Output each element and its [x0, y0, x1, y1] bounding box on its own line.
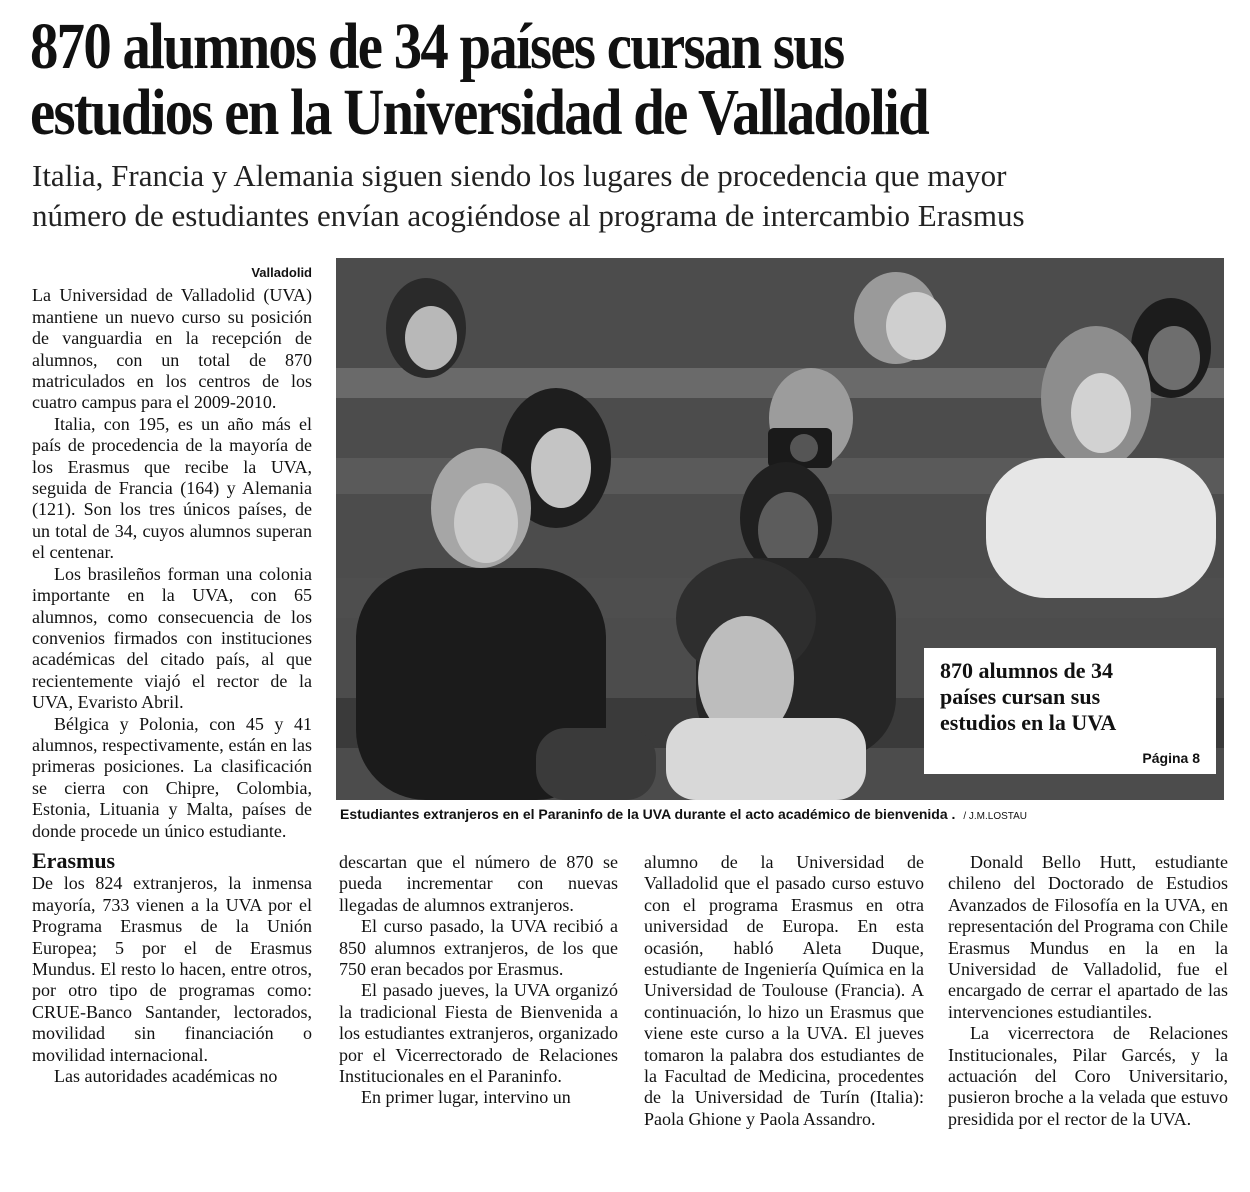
teaser-box	[924, 648, 1216, 774]
paragraph: Italia, con 195, es un año más el país de procedencia de la mayoría de los Erasmus que recibe la UVA, seguida de Francia (164) y Alemania (121). Son los tres únicos países, de un total de 34, cuyos alumnos superan el centenar.	[32, 413, 312, 563]
paragraph: descartan que el número de 870 se pueda incrementar con nuevas llegadas de alumnos extranjeros.	[339, 852, 618, 915]
teaser-line-2: países cursan sus	[940, 684, 1101, 709]
paragraph: La vicerrectora de Relaciones Institucionales, Pilar Garcés, y la actuación del Coro Universitario, pusieron broche a la velada que estuvo presidida por el rector de la UVA.	[948, 1023, 1228, 1129]
paragraph: El pasado jueves, la UVA organizó la tradicional Fiesta de Bienvenida a los estudiantes extranjeros, organizado por el Vicerrectorado de Relaciones Institucionales en el Paraninfo.	[339, 980, 618, 1087]
article-column-1	[32, 262, 312, 1087]
caption-text: Estudiantes extranjeros en el Paraninfo de la UVA durante el acto académico de bienvenida .	[340, 806, 956, 822]
dateline: Valladolid	[251, 265, 312, 280]
subhead-line-1: Italia, Francia y Alemania siguen siendo los lugares de procedencia que mayor	[32, 158, 1007, 193]
page-reference: Página 8	[1142, 750, 1200, 766]
paragraph: Bélgica y Polonia, con 45 y 41 alumnos, respectivamente, están en las primeras posiciones. La clasificación se cierra con Chipre, Colombia, Estonia, Lituania y Malta, países de donde procede un único estudiante.	[32, 713, 312, 841]
photo-credit: / J.M.LOSTAU	[963, 811, 1028, 822]
headline-line-2: estudios en la Universidad de Valladolid	[30, 76, 928, 149]
article-column-3	[644, 852, 924, 1130]
paragraph: Las autoridades académicas no	[54, 1066, 278, 1087]
headline	[30, 10, 1062, 149]
subhead-line-2: número de estudiantes envían acogiéndose al programa de intercambio Erasmus	[32, 198, 1025, 233]
paragraph: De los 824 extranjeros, la inmensa mayoría, 733 vienen a la UVA por el Programa Erasmus de la Unión Europea; 5 por el de Erasmus Mundus. El resto lo hacen, entre otros, por otro tipo de programas como: CRUE-Banco Santander, lectorados, movilidad sin financiación o movilidad internacional.	[32, 873, 312, 1065]
teaser-line-1: 870 alumnos de 34	[940, 658, 1113, 683]
paragraph: En primer lugar, intervino un	[361, 1087, 571, 1108]
subheadline	[32, 156, 1232, 236]
paragraph: Donald Bello Hutt, estudiante chileno del Doctorado de Estudios Avanzados de Filosofía en la UVA, en representación del Programa con Chile Erasmus Mundus en la en la Universidad de Valladolid, fue el encargado de cerrar el apartado de las intervenciones estudiantiles.	[948, 852, 1228, 1022]
article-column-2	[339, 852, 618, 1109]
headline-line-1: 870 alumnos de 34 países cursan sus	[30, 10, 844, 83]
section-heading-erasmus: Erasmus	[32, 847, 116, 873]
paragraph: El curso pasado, la UVA recibió a 850 alumnos extranjeros, de los que 750 eran becados por Erasmus.	[339, 916, 618, 980]
paragraph: La Universidad de Valladolid (UVA) mantiene un nuevo curso su posición de vanguardia en la recepción de alumnos, con un total de 870 matriculados en los centros de los cuatro campus para el 2009-2010.	[32, 285, 312, 413]
paragraph: alumno de la Universidad de Valladolid que el pasado curso estuvo con el programa Erasmus en otra universidad de Europa. En esta ocasión, habló Aleta Duque, estudiante de Ingeniería Química en la Universidad de Toulouse (Francia). A continuación, lo hizo un Erasmus que viene este curso a la UVA. El jueves tomaron la palabra dos estudiantes de la Facultad de Medicina, procedentes de la Universidad de Turín (Italia): Paola Ghione y Paola Assandro.	[644, 852, 924, 1129]
paragraph: Los brasileños forman una colonia importante en la UVA, con 65 alumnos, como consecuencia de los convenios firmados con instituciones académicas del citado país, al que recientemente viajó el rector de la UVA, Evaristo Abril.	[32, 563, 312, 713]
photo-caption	[340, 806, 1220, 822]
teaser-line-3: estudios en la UVA	[940, 710, 1117, 735]
teaser-title	[940, 658, 1202, 736]
article-column-4	[948, 852, 1228, 1130]
